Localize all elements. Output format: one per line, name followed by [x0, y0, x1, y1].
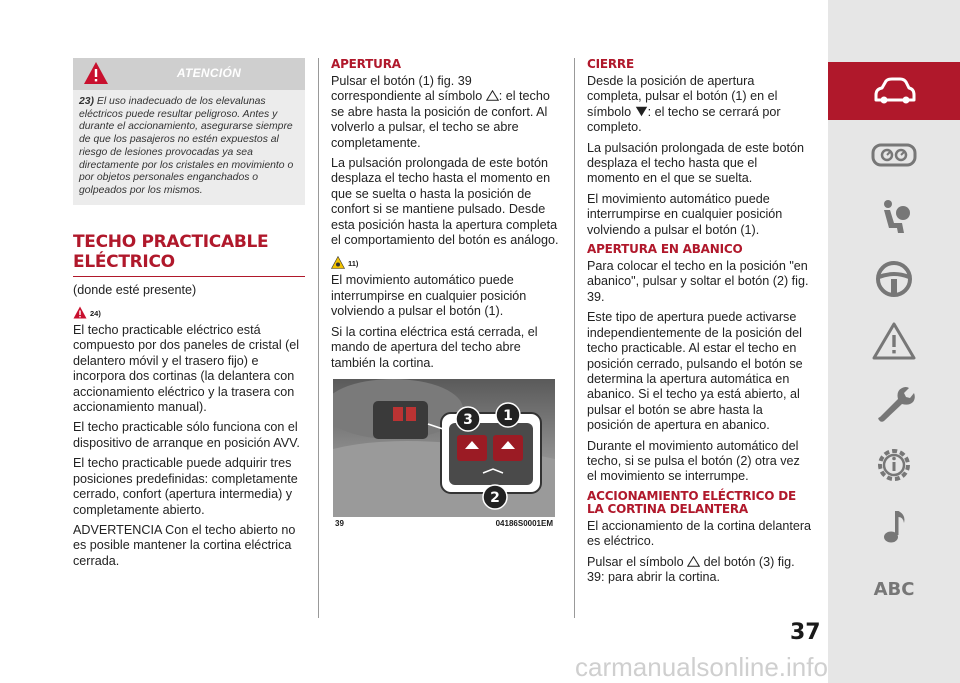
sidebar-item-warnings[interactable] [828, 310, 960, 372]
paragraph: La pulsación prolongada de este botón desplaza el techo hasta el momento en que se suelta o hasta la posición de confort si se mantiene pulsado. Desde esta posición hasta la apertura completa el comportamiento del botón es análogo. [331, 156, 559, 248]
figure-39 [331, 379, 559, 537]
roof-control-photo [333, 379, 555, 517]
dashboard-icon [870, 135, 918, 175]
paragraph: ADVERTENCIA Con el techo abierto no es posible mantener la cortina eléctrica cerrada. [73, 522, 296, 568]
info-gear-icon [870, 445, 918, 485]
heading-cortina: ACCIONAMIENTO ELÉCTRICO DE LA CORTINA DELANTERA [587, 488, 796, 516]
airbag-icon [870, 197, 918, 237]
music-note-icon [870, 507, 918, 547]
triangle-down-filled-icon [635, 106, 648, 117]
title-rule [73, 276, 305, 277]
figure-code: 04186S0001EM [495, 518, 553, 528]
text-span: Desde la posición de apertura completa, pulsar el botón (1) en el símbolo [587, 74, 778, 119]
availability-note: (donde esté presente) [73, 282, 197, 297]
sidebar-item-dashboard[interactable] [828, 124, 960, 186]
callout-2: 2 [490, 489, 500, 506]
paragraph [587, 555, 812, 586]
warning-title: ATENCIÓN [176, 66, 242, 80]
sidebar-item-driving[interactable] [828, 248, 960, 310]
heading-cierre: CIERRE [587, 57, 634, 71]
reference-number: 24) [90, 309, 101, 319]
chapter-sidebar [828, 0, 960, 683]
sidebar-item-car[interactable] [828, 62, 960, 120]
warning-number: 23) [79, 96, 95, 107]
warning-box [73, 58, 305, 205]
text-span: Pulsar el símbolo [587, 554, 684, 569]
warning-header [73, 58, 305, 90]
paragraph: Este tipo de apertura puede activarse independientemente de la posición del techo practicable. Al estar el techo en posición cerrado, pulsando el botón se determina la apertura automática en abanico. Si el techo ya está abierto, al pulsar el botón se abre hasta la posición de apertura en abanico. [587, 310, 803, 433]
paragraph: El techo practicable sólo funciona con el dispositivo de arranque en posición AVV. [73, 420, 300, 450]
section-title-line2: ELÉCTRICO [73, 251, 175, 272]
paragraph: Durante el movimiento automático del techo, si se pulsa el botón (2) otra vez el movimiento se interrumpe. [587, 438, 800, 484]
column-divider [318, 58, 319, 618]
column-right [587, 58, 812, 590]
callout-3: 3 [463, 411, 473, 428]
reference-number: 11) [348, 259, 359, 269]
section-title-line1: TECHO PRACTICABLE [73, 231, 269, 252]
paragraph [331, 74, 563, 151]
heading-apertura: APERTURA [331, 57, 401, 71]
wrench-icon [870, 383, 918, 423]
paragraph: El movimiento automático puede interrumpirse en cualquier posición volviendo a pulsar el botón (1). [587, 191, 783, 237]
sidebar-item-safety[interactable] [828, 186, 960, 248]
page-number: 37 [790, 620, 821, 645]
car-icon [870, 71, 918, 111]
sidebar-item-multimedia[interactable] [828, 496, 960, 558]
warning-icon [870, 321, 918, 361]
text-span: : el techo se cerrará por completo. [587, 104, 781, 135]
steering-wheel-icon [870, 259, 918, 299]
sidebar-item-maintenance[interactable] [828, 434, 960, 496]
text-span: Pulsar el botón (1) fig. 39 correspondiente al símbolo [331, 74, 483, 104]
section-title [73, 232, 305, 272]
column-middle [331, 58, 563, 537]
watermark: carmanualsonline.info [575, 652, 828, 682]
paragraph: El techo practicable eléctrico está compuesto por dos paneles de cristal (el delantero móvil y el trasero fijo) e incorpora dos cortinas (la delantera con accionamiento eléctrico y la trasera con accionamiento manual). [73, 323, 300, 415]
text-span: del botón (3) fig. 39: para abrir la cortina. [587, 554, 795, 584]
paragraph: La pulsación prolongada de este botón desplaza el techo hasta que el momento en el que se suelta. [587, 140, 805, 186]
figure-number: 39 [335, 518, 344, 528]
caution-triangle-icon [331, 256, 345, 269]
caution-reference [331, 253, 563, 271]
paragraph: El movimiento automático puede interrumpirse en cualquier posición volviendo a pulsar el botón (1). [331, 273, 527, 319]
warning-text [73, 90, 305, 205]
paragraph: El accionamiento de la cortina delantera es eléctrico. [587, 518, 812, 549]
figure-caption [333, 519, 555, 531]
paragraph: Para colocar el techo en la posición "en abanico", pulsar y soltar el botón (2) fig. 39. [587, 259, 809, 304]
warning-triangle-icon [73, 306, 87, 319]
roof-control-illustration [333, 379, 555, 517]
paragraph: El techo practicable puede adquirir tres posiciones predefinidas: completamente cerrado, confort (apertura intermedia) y completamente abierto. [73, 456, 298, 517]
text-span: : el techo se abre hasta la posición de confort. Al volverlo a pulsar, el techo se abre completamente. [331, 89, 550, 150]
column-divider [574, 58, 575, 618]
sidebar-item-emergency[interactable] [828, 372, 960, 434]
heading-apertura-abanico: APERTURA EN ABANICO [587, 242, 743, 257]
warning-reference [73, 303, 305, 321]
triangle-outline-icon [687, 556, 700, 567]
warning-body-text: El uso inadecuado de los elevalunas eléctricos puede resultar peligroso. Antes y durante el accionamiento, asegurarse siempre de que los pasajeros no estén expuestos al riesgo de lesiones provocadas ya sea directamente por los cristales en movimiento o por objetos personales enganchados o golpeados por los mismos. [79, 96, 294, 196]
triangle-outline-icon [486, 90, 499, 101]
paragraph: Si la cortina eléctrica está cerrada, el mando de apertura del techo abre también la cortina. [331, 324, 538, 370]
callout-1: 1 [503, 407, 513, 424]
paragraph [587, 74, 812, 136]
sidebar-item-index[interactable] [828, 558, 960, 620]
abc-icon: ABC [873, 578, 915, 600]
column-left [73, 58, 305, 574]
